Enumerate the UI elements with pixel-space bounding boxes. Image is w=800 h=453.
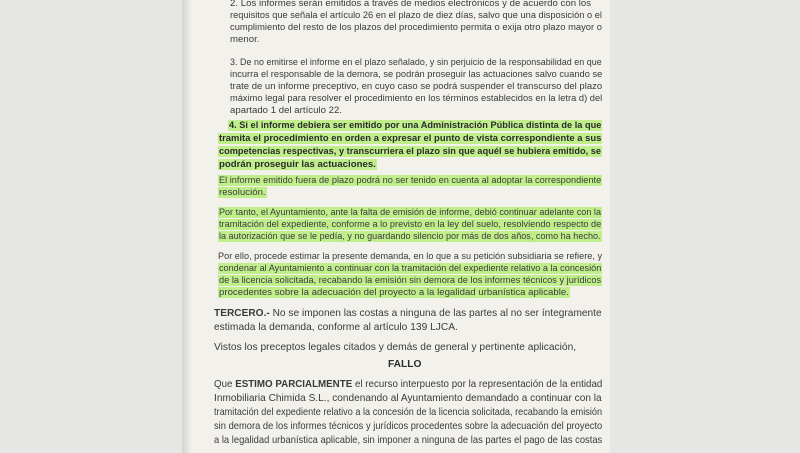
background-right (610, 0, 800, 453)
paragraph-6-line (218, 231, 602, 243)
emphasis: TERCERO.- (214, 308, 270, 319)
paragraph-4-line (218, 133, 602, 145)
highlight: resolución. (219, 187, 266, 198)
paragraph-5-line (218, 187, 267, 199)
paragraph-4-line (228, 120, 602, 132)
highlight: Por tanto, el Ayuntamiento, ante la falta de emisión de informe, debió continuar adelante con la (218, 207, 602, 218)
fallo-line: a la legalidad urbanística aplicable, sin imponer a ninguna de las partes el pago de las costas (214, 435, 603, 446)
paragraph-5-line (218, 175, 602, 187)
fallo-line: Que ESTIMO PARCIALMENTE el recurso interpuesto por la representación de la entidad (214, 379, 603, 390)
highlight: podrán proseguir las actuaciones. (219, 159, 376, 170)
paragraph-4-line (218, 146, 602, 158)
highlight: competencias respectivas, y transcurriera el plazo sin que aquél se hubiera emitido, se (218, 146, 602, 157)
paragraph-4-line (218, 159, 377, 171)
paragraph-3-line: apartado 1 del artículo 22. (230, 105, 343, 116)
highlight: tramitación del expediente, conforme a lo previsto en la ley del suelo, resolviendo respecto de (218, 219, 602, 230)
highlight: la autorización que se le pedía, y no guardando silencio por más de dos años, como ha hecho. (218, 231, 601, 242)
highlight: procedentes sobre la adecuación del proyecto a la legalidad urbanística aplicable. (219, 287, 569, 298)
emphasis: ESTIMO PARCIALMENTE (235, 379, 353, 390)
paragraph-2-line: cumplimiento del resto de los plazos del procedimiento permita o exija otro plazo mayor o (230, 22, 602, 33)
paragraph-3-line: incurra el responsable de la demora, se podrán proseguir las actuaciones salvo cuando se (230, 69, 603, 80)
paragraph-7-line (218, 287, 570, 299)
paragraph-3-line: trate de un informe preceptivo, en cuyo caso se podrá suspender el transcurso del plazo (230, 81, 603, 92)
paragraph-3-line: 3. De no emitirse el informe en el plazo señalado, y sin perjuicio de la responsabilidad en que (230, 57, 602, 68)
paragraph-7-line (218, 263, 602, 275)
paragraph-2-line: requisitos que señala el artículo 26 en el plazo de diez días, salvo que una disposición o el (230, 10, 602, 21)
paragraph-6-line (218, 219, 602, 231)
paragraph-3-line: máximo legal para resolver el procedimiento en los términos establecidos en la letra d) del (230, 93, 603, 104)
vistos-line: Vistos los preceptos legales citados y demás de general y pertinente aplicación, (214, 342, 577, 353)
highlight: 4. Si el informe debiera ser emitido por una Administración Pública distinta de la que (228, 120, 602, 131)
background-left (0, 0, 182, 453)
paragraph-7-line (218, 275, 602, 287)
fallo-heading: FALLO (388, 359, 422, 370)
tercero-line: TERCERO.- No se imponen las costas a ninguna de las partes al no ser íntegramente (214, 308, 602, 319)
highlight: tramita el procedimiento en orden a expresar el punto de vista correspondiente a sus (218, 133, 602, 144)
highlight: de la licencia solicitada, recabando la emisión sin demora de los informes técnicos y jurídicos (218, 275, 602, 286)
paragraph-6-line (218, 207, 602, 219)
paragraph-2-line: 2. Los informes serán emitidos a través de medios electrónicos y de acuerdo con los (230, 0, 592, 9)
fallo-line: sin demora de los informes técnicos y jurídicos procedentes sobre la adecuación del proyecto (214, 421, 603, 432)
fallo-line: Inmobiliaria Chimida S.L., condenando al Ayuntamiento demandado a continuar con la (214, 393, 602, 404)
page-edge-shadow (182, 0, 192, 453)
document-page (182, 0, 610, 453)
paragraph-7-line: Por ello, procede estimar la presente demanda, en lo que a su petición subsidiaria se refiere, y (218, 251, 603, 262)
highlight: El informe emitido fuera de plazo podrá no ser tenido en cuenta al adoptar la correspondiente (218, 175, 602, 186)
paragraph-2-line: menor. (230, 34, 260, 45)
highlight: condenar al Ayuntamiento a continuar con la tramitación del expediente relativo a la concesión (218, 263, 602, 274)
tercero-line: estimada la demanda, conforme al artículo 139 LJCA. (214, 322, 458, 333)
fallo-line: tramitación del expediente relativo a la concesión de la licencia solicitada, recabando la emisión (214, 407, 603, 418)
